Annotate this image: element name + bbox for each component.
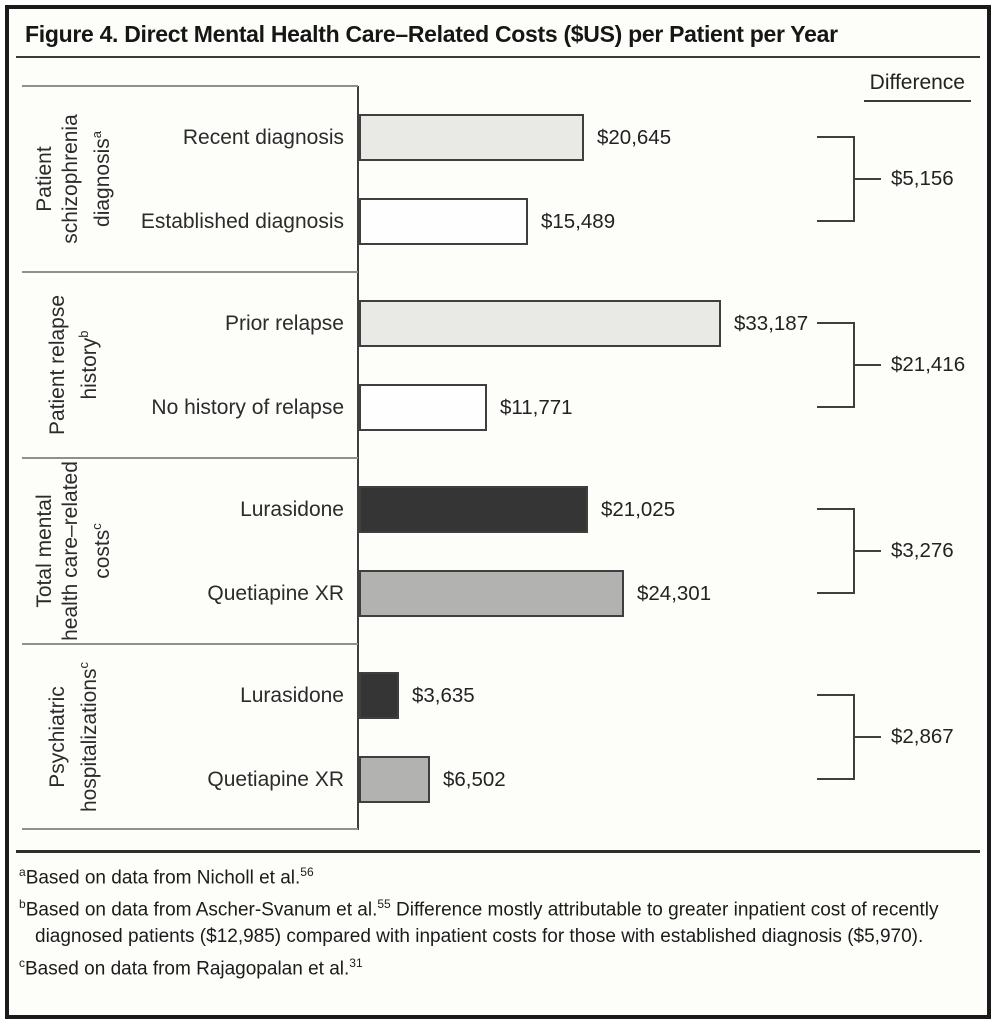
chart-group [9, 86, 987, 272]
bar [359, 198, 528, 245]
title-bar [16, 9, 980, 58]
bar [359, 756, 430, 803]
difference-bracket-stub [855, 178, 881, 180]
group-footnote-marker: c [76, 661, 91, 669]
difference-bracket [817, 508, 855, 594]
figure-title: Figure 4. Direct Mental Health Care–Related Costs ($US) per Patient per Year [25, 21, 838, 47]
bar-value-label: $3,635 [412, 683, 475, 707]
difference-bracket [817, 322, 855, 408]
category-label: No history of relapse [151, 395, 344, 419]
category-label: Established diagnosis [140, 209, 344, 233]
bar-value-label: $20,645 [597, 125, 672, 149]
group-label [9, 86, 139, 272]
bar-value-label: $33,187 [734, 311, 809, 335]
bar [359, 486, 588, 533]
bar [359, 300, 721, 347]
group-label-text: Patient schizophrenia diagnosis$^a$ [33, 114, 114, 244]
group-label [9, 458, 139, 644]
bar [359, 384, 487, 431]
reference-number: 56 [300, 865, 314, 879]
reference-number: 55 [377, 897, 391, 912]
difference-bracket-stub [855, 736, 881, 738]
group-label-text: Total mental health care–related costs$^c$ [33, 461, 114, 641]
group-label [9, 272, 139, 458]
category-labels [139, 458, 357, 644]
category-label: Lurasidone [240, 497, 344, 521]
difference-bracket [817, 694, 855, 780]
footnote-marker: a [19, 865, 26, 879]
bar [359, 114, 584, 161]
bar-row [359, 672, 987, 719]
footnotes [9, 853, 987, 992]
chart-group [9, 272, 987, 458]
difference-value-label: $5,156 [891, 167, 954, 190]
footnote: $^a$Based on data from Nicholl et al.$^{56}$ [19, 865, 314, 889]
bar-value-label: $24,301 [637, 581, 712, 605]
chart-area [9, 58, 987, 830]
footnote-marker: b [19, 897, 26, 912]
bar-row [359, 198, 987, 245]
difference-value-label: $2,867 [891, 725, 954, 748]
category-labels [139, 272, 357, 458]
difference-value-label: $3,276 [891, 539, 954, 562]
group-footnote-marker: b [76, 330, 91, 338]
figure-panel [5, 5, 991, 1019]
bar-row [359, 756, 987, 803]
bar-value-label: $15,489 [541, 209, 616, 233]
group-label-text: Patient relapse history$^b$ [46, 294, 101, 436]
footnote: $^b$Based on data from Ascher-Svanum et al.$^{55}$ Difference mostly attributable to greater inpatient cost of recently diagnosed patients ($12,985) compared with inpatient costs for those with established diagnosis ($5,970). [19, 897, 939, 947]
category-label: Recent diagnosis [182, 125, 344, 149]
difference-bracket [817, 136, 855, 222]
chart-group [9, 644, 987, 830]
bar-row [359, 486, 987, 533]
bar [359, 570, 624, 617]
bar [359, 672, 399, 719]
difference-value-label: $21,416 [891, 353, 966, 376]
category-label: Lurasidone [240, 683, 344, 707]
difference-column-header: Difference [864, 71, 971, 102]
bar-value-label: $6,502 [443, 767, 506, 791]
group-footnote-marker: a [89, 131, 104, 139]
bar-row [359, 570, 987, 617]
difference-bracket-stub [855, 364, 881, 366]
bar-value-label: $21,025 [601, 497, 676, 521]
group-label-text: Psychiatric hospitalizations$^c$ [46, 661, 101, 813]
bar-row [359, 384, 987, 431]
category-label: Prior relapse [224, 311, 344, 335]
footnote-marker: c [19, 955, 25, 970]
bar-groups [9, 86, 987, 830]
bar-value-label: $11,771 [500, 395, 573, 419]
category-label: Quetiapine XR [207, 767, 344, 791]
category-labels [139, 644, 357, 830]
chart-group [9, 458, 987, 644]
category-labels [139, 86, 357, 272]
bar-row [359, 114, 987, 161]
category-label: Quetiapine XR [207, 581, 344, 605]
group-label [9, 644, 139, 830]
reference-number: 31 [349, 955, 363, 970]
bar-row [359, 300, 987, 347]
difference-bracket-stub [855, 550, 881, 552]
group-footnote-marker: c [89, 523, 104, 530]
footnote: $^c$Based on data from Rajagopalan et al.$^{31}$ [19, 955, 363, 979]
